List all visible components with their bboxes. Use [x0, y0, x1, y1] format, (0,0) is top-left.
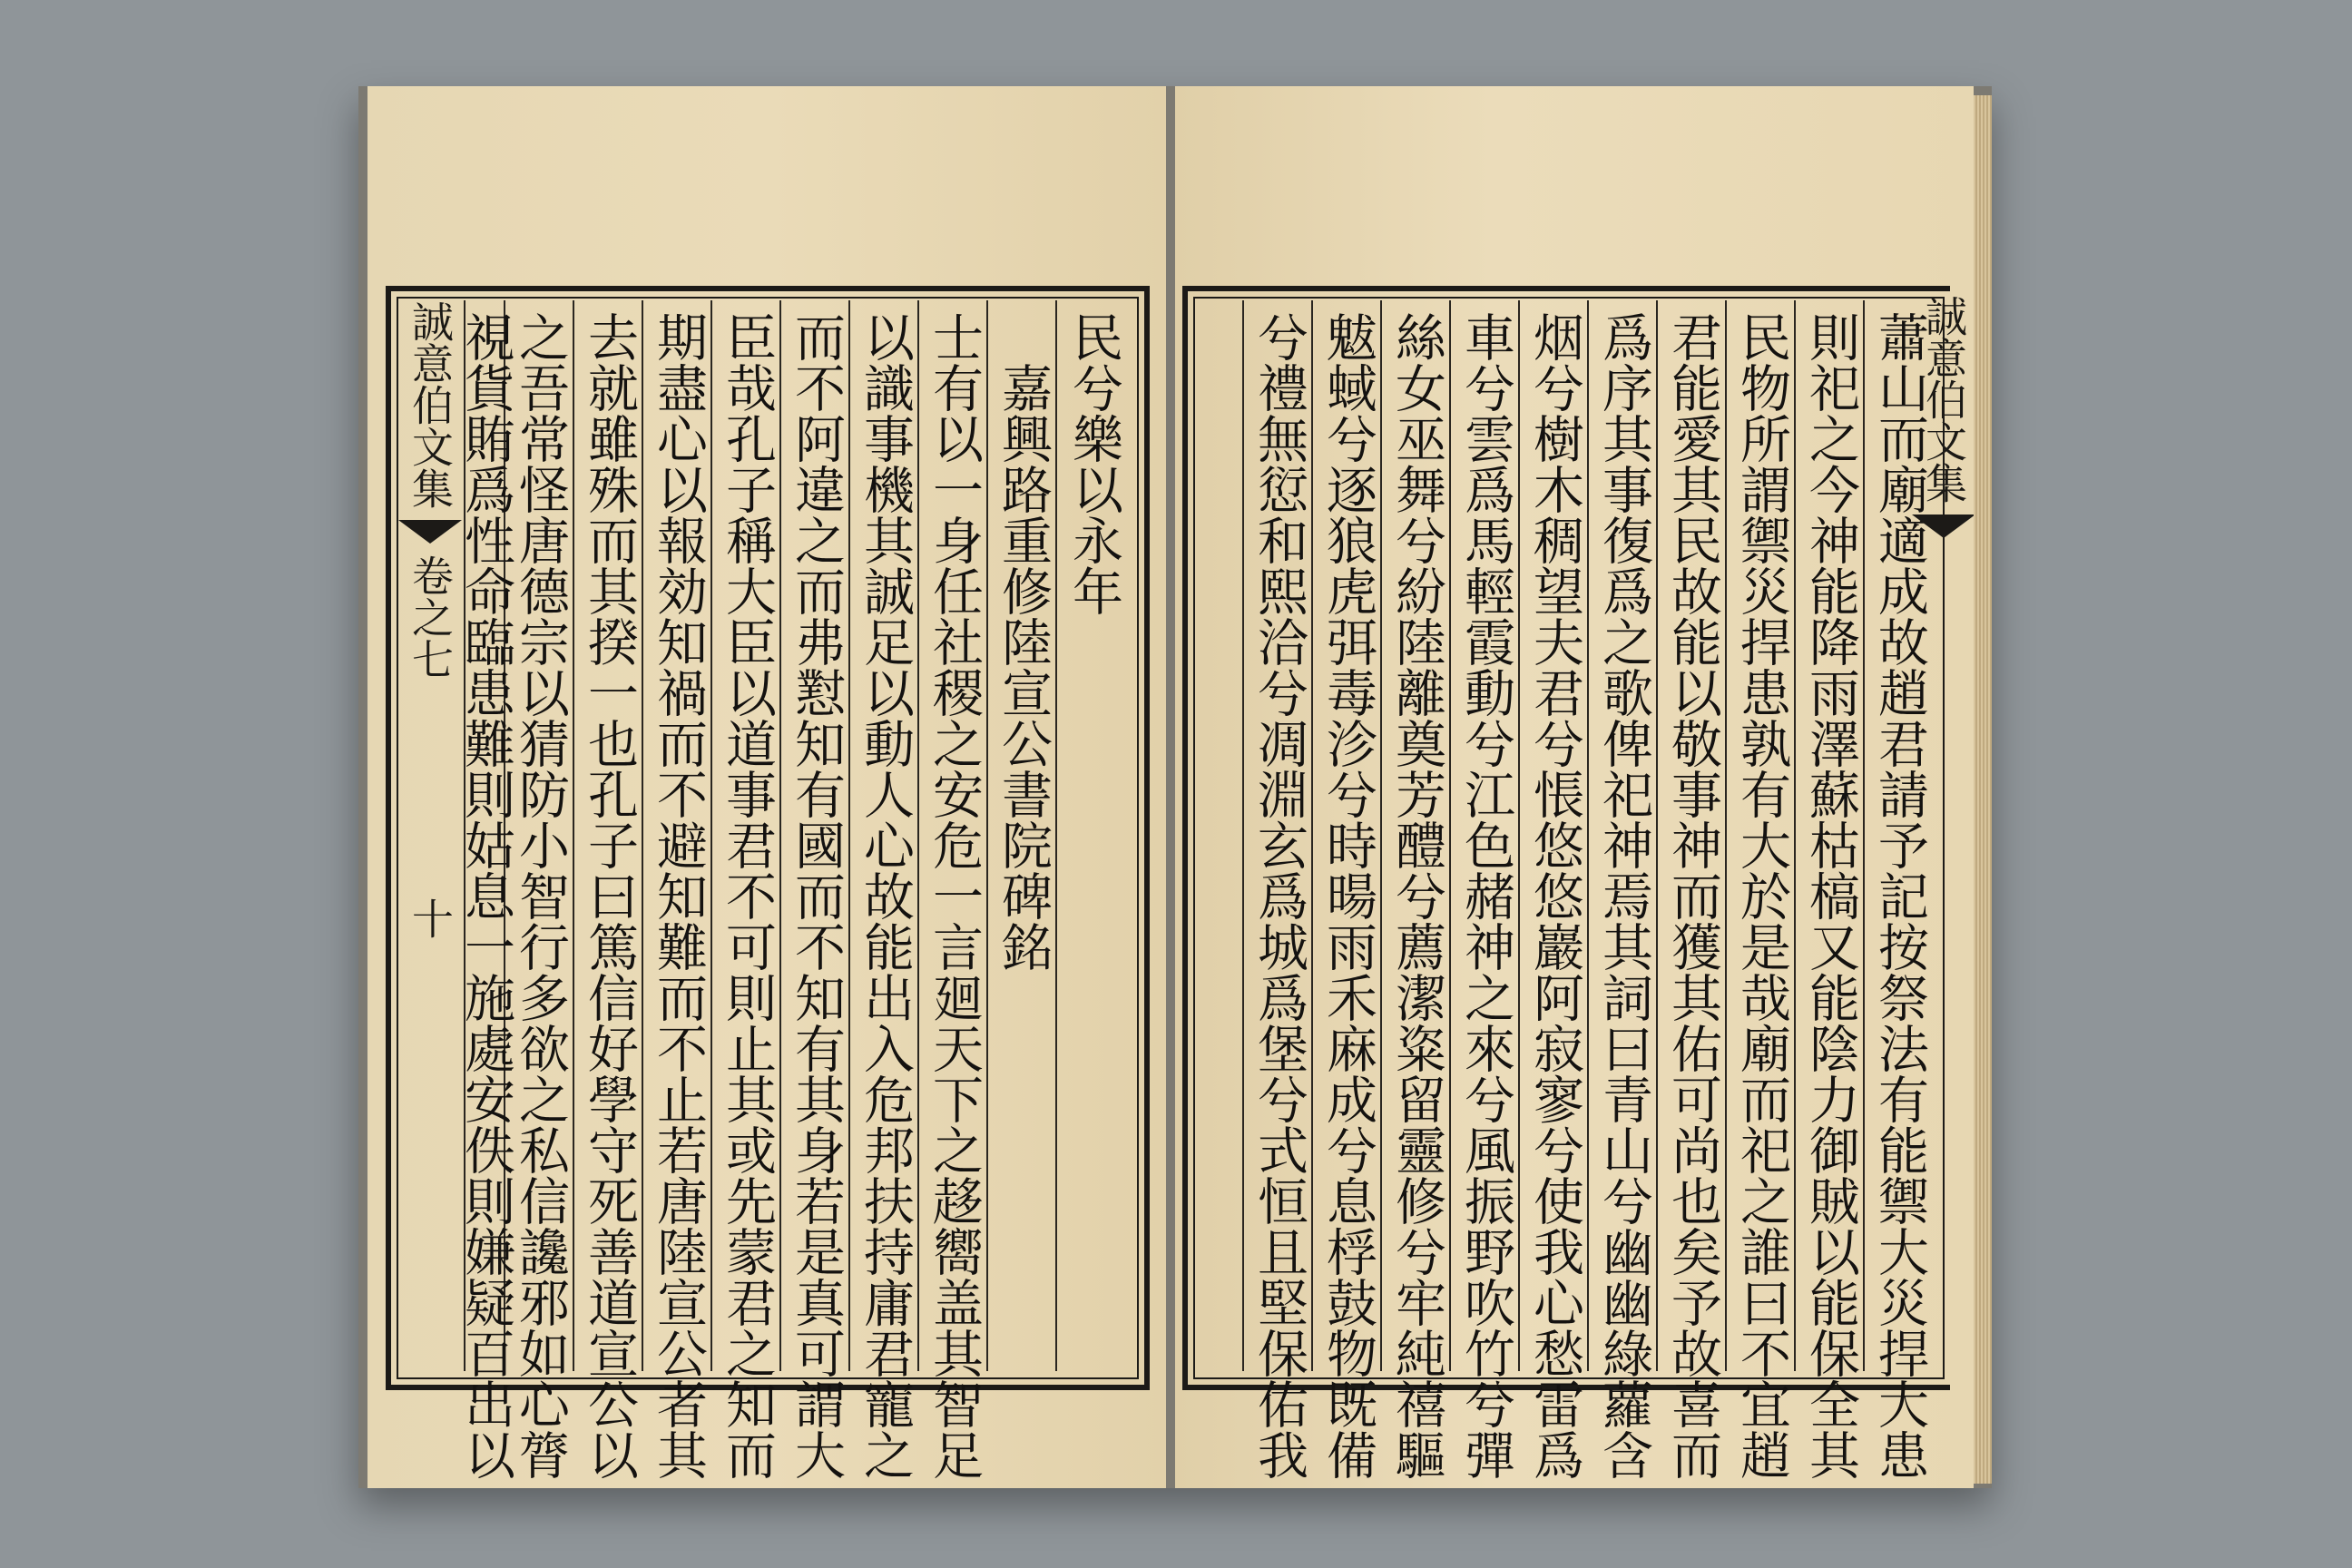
- column-text: 則祀之今神能降雨澤蘇枯槁又能陰力御賊以能保全其: [1801, 311, 1860, 1480]
- text-column-7: [1449, 300, 1520, 1480]
- page-edges: [1974, 95, 1992, 1484]
- text-column-6: [1518, 300, 1589, 1480]
- open-book: [358, 86, 1992, 1488]
- text-column-7: [642, 300, 712, 1480]
- text-column-5: [779, 300, 850, 1480]
- text-column-6: [710, 300, 781, 1480]
- text-column-8: [1380, 300, 1451, 1480]
- column-text: 烟兮樹木稠望夫君兮悵悠悠巖阿寂寥兮使我心愁雷爲: [1525, 311, 1584, 1480]
- column-text: 去就雖殊而其揆一也孔子曰篤信好學守死善道宣公以: [580, 311, 639, 1480]
- fish-tail-mark: [398, 520, 462, 544]
- left-margin-column: [398, 300, 462, 1371]
- text-column-3: [917, 300, 988, 1480]
- text-column-2: [1794, 300, 1865, 1480]
- column-text: 以識事機其誠足以動人心故能出入危邦扶持庸君寵之: [856, 311, 915, 1480]
- column-text: 君能愛其民故能以敬事神而獲其佑可尚也矣予故喜而: [1663, 311, 1722, 1480]
- left-page: [368, 86, 1166, 1488]
- column-text: 車兮雲爲馬輕霞動兮江色赭神之來兮風振野吹竹兮彈: [1456, 311, 1515, 1480]
- text-column-3: [1725, 300, 1796, 1480]
- volume-label: 卷之七: [406, 554, 455, 680]
- text-column-8: [573, 300, 643, 1480]
- text-column-1: [1055, 300, 1130, 1371]
- column-text: 爲序其事復爲之歌俾祀神焉其詞曰青山兮幽幽綠蘿含: [1594, 311, 1653, 1480]
- fish-tail-mark: [1912, 514, 1975, 538]
- right-page: [1175, 86, 1974, 1488]
- column-text: 蕭山而廟適成故趙君請予記按祭法有能禦大災捍大患: [1870, 311, 1929, 1480]
- column-text: 而不阿違之而弗懟知有國而不知有其身若是真可謂大: [787, 311, 846, 1480]
- column-text: 魃蜮兮逐狼虎弭毒沴兮時暘雨禾麻成兮息桴鼓物既備: [1318, 311, 1377, 1480]
- column-text: 臣哉孔子稱大臣以道事君不可則止其或先蒙君之知而: [718, 311, 777, 1480]
- column-text: 絲女巫舞兮紛陸離奠芳醴兮薦潔粢留靈修兮牢純禧驅: [1387, 311, 1446, 1480]
- right-margin-column: [1912, 295, 1975, 1366]
- text-column-9: [1311, 300, 1382, 1480]
- text-column-5: [1587, 300, 1658, 1480]
- book-title: 誠意伯文集: [1919, 295, 1968, 504]
- column-text: 民兮樂以永年: [1064, 311, 1123, 616]
- column-text: 民物所謂禦災捍患孰有大於是哉廟而祀之誰曰不宜趙: [1732, 311, 1791, 1480]
- column-text: 之吾常怪唐德宗以猜防小智行多欲之私信讒邪如心膂: [511, 311, 570, 1480]
- column-text: 士有以一身任社稷之安危一言廻天下之趍嚮盖其智足: [925, 311, 984, 1480]
- leaf-number: 十: [406, 897, 455, 939]
- text-column-2: [986, 300, 1057, 1371]
- book-title: 誠意伯文集: [406, 300, 455, 509]
- text-column-10: [456, 300, 515, 1480]
- column-text: 嘉興路重修陸宣公書院碑銘: [994, 311, 1053, 972]
- column-text: 兮禮無愆和熙洽兮凋淵玄爲城爲堡兮式恒且堅保佑我: [1250, 311, 1308, 1480]
- text-column-10: [1242, 300, 1313, 1480]
- left-page-frame: [386, 286, 1150, 1480]
- right-page-frame: [1182, 286, 1950, 1480]
- text-column-4: [1656, 300, 1727, 1480]
- column-text: 期盡心以報効知禍而不避知難而不止若唐陸宣公者其: [649, 311, 708, 1480]
- text-column-4: [848, 300, 919, 1480]
- column-text: 視貨賄爲性命臨患難則姑息一施處安佚則嫌疑百出以: [456, 311, 515, 1480]
